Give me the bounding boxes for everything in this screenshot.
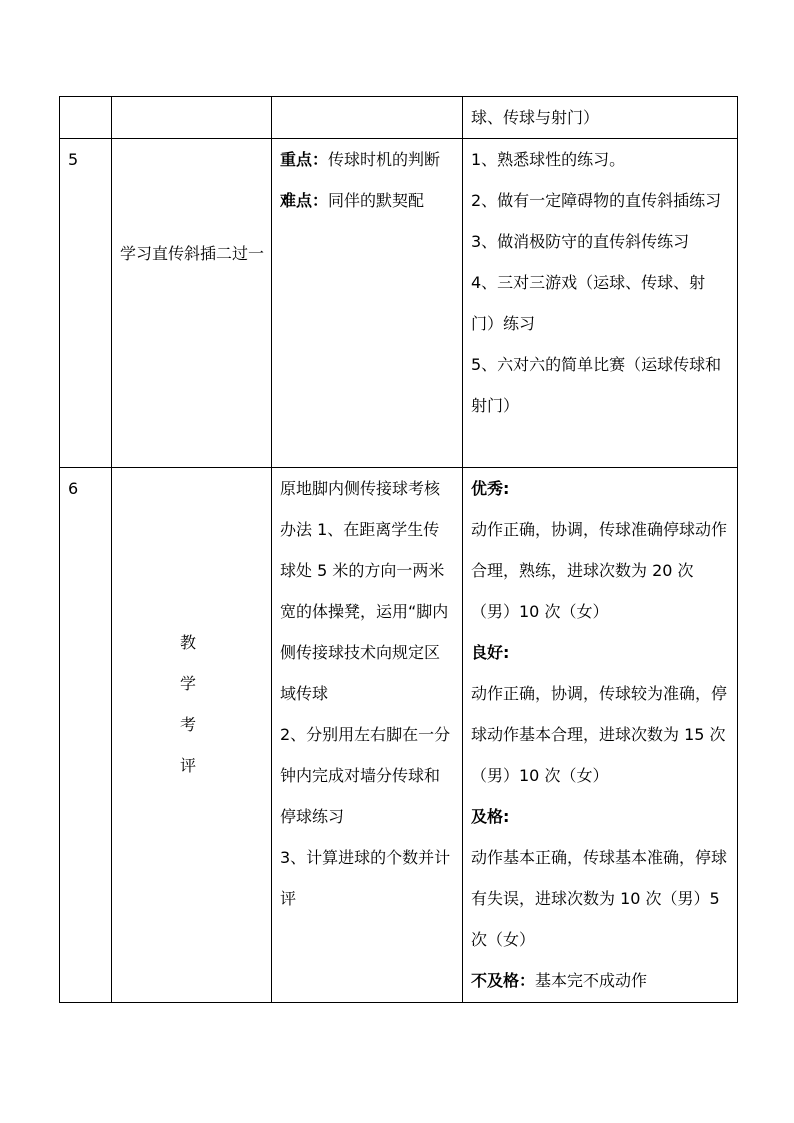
cell-focus-empty (272, 97, 463, 139)
table-row-5 (60, 139, 738, 468)
practice-item-1: 1、熟悉球性的练习。 (471, 150, 626, 169)
cell-method-6 (272, 468, 463, 1003)
table-row-continuation (60, 97, 738, 139)
topic-char-4: 评 (179, 756, 196, 775)
topic-char-3: 考 (179, 715, 196, 734)
topic-char-2: 学 (179, 674, 196, 693)
method-line-2: 2、分别用左右脚在一分钟内完成对墙分传球和停球练习 (280, 725, 451, 826)
cell-topic-5 (112, 139, 272, 468)
grade-pass-text: 动作基本正确，传球基本准确，停球有失误，进球次数为 10 次（男）5 次（女） (471, 848, 728, 949)
key-point-text: 传球时机的判断 (328, 150, 441, 169)
grade-good-text: 动作正确，协调，传球较为准确，停球动作基本合理，进球次数为 15 次（男）10 次（女） (471, 684, 728, 785)
grade-fail-label: 不及格： (471, 971, 536, 990)
cell-number-empty (60, 97, 112, 139)
practice-item-5: 5、六对六的简单比赛（运球传球和射门） (471, 355, 722, 415)
cell-topic-empty (112, 97, 272, 139)
lesson-plan-table (59, 96, 738, 1003)
cell-grading-6 (463, 468, 738, 1003)
grade-fail (471, 960, 729, 1001)
cell-focus-5 (272, 139, 463, 468)
grade-excellent-text: 动作正确，协调，传球准确停球动作合理，熟练，进球次数为 20 次（男）10 次（女） (471, 520, 728, 621)
grade-good-label: 良好: (471, 643, 510, 662)
topic-vertical-text (178, 622, 198, 786)
row-number-6: 6 (60, 468, 112, 1003)
topic-text-5: 学习直传斜插二过一 (120, 244, 265, 263)
grade-excellent-label: 优秀: (471, 479, 510, 498)
difficulty-label: 难点： (280, 191, 329, 210)
practice-item-3: 3、做消极防守的直传斜传练习 (471, 232, 690, 251)
practice-item-4: 4、三对三游戏（运球、传球、射门）练习 (471, 273, 706, 333)
cell-practice-5 (463, 139, 738, 468)
table-row-6 (60, 468, 738, 1003)
cell-topic-6 (112, 468, 272, 1003)
method-line-1: 原地脚内侧传接球考核办法 1、在距离学生传球处 5 米的方向一两米宽的体操凳，运用“脚内侧传接球技术向规定区域传球 (280, 479, 449, 703)
row-number-5: 5 (60, 139, 112, 468)
key-point-label: 重点： (280, 150, 329, 169)
grade-pass-label: 及格: (471, 807, 510, 826)
practice-tail-text: 球、传球与射门） (471, 108, 600, 127)
method-line-3: 3、计算进球的个数并计评 (280, 848, 451, 908)
topic-char-1: 教 (179, 633, 196, 652)
cell-practice-tail (463, 97, 738, 139)
practice-item-2: 2、做有一定障碍物的直传斜插练习 (471, 191, 722, 210)
grade-fail-text: 基本完不成动作 (535, 971, 648, 990)
difficulty-text: 同伴的默契配 (328, 191, 425, 210)
